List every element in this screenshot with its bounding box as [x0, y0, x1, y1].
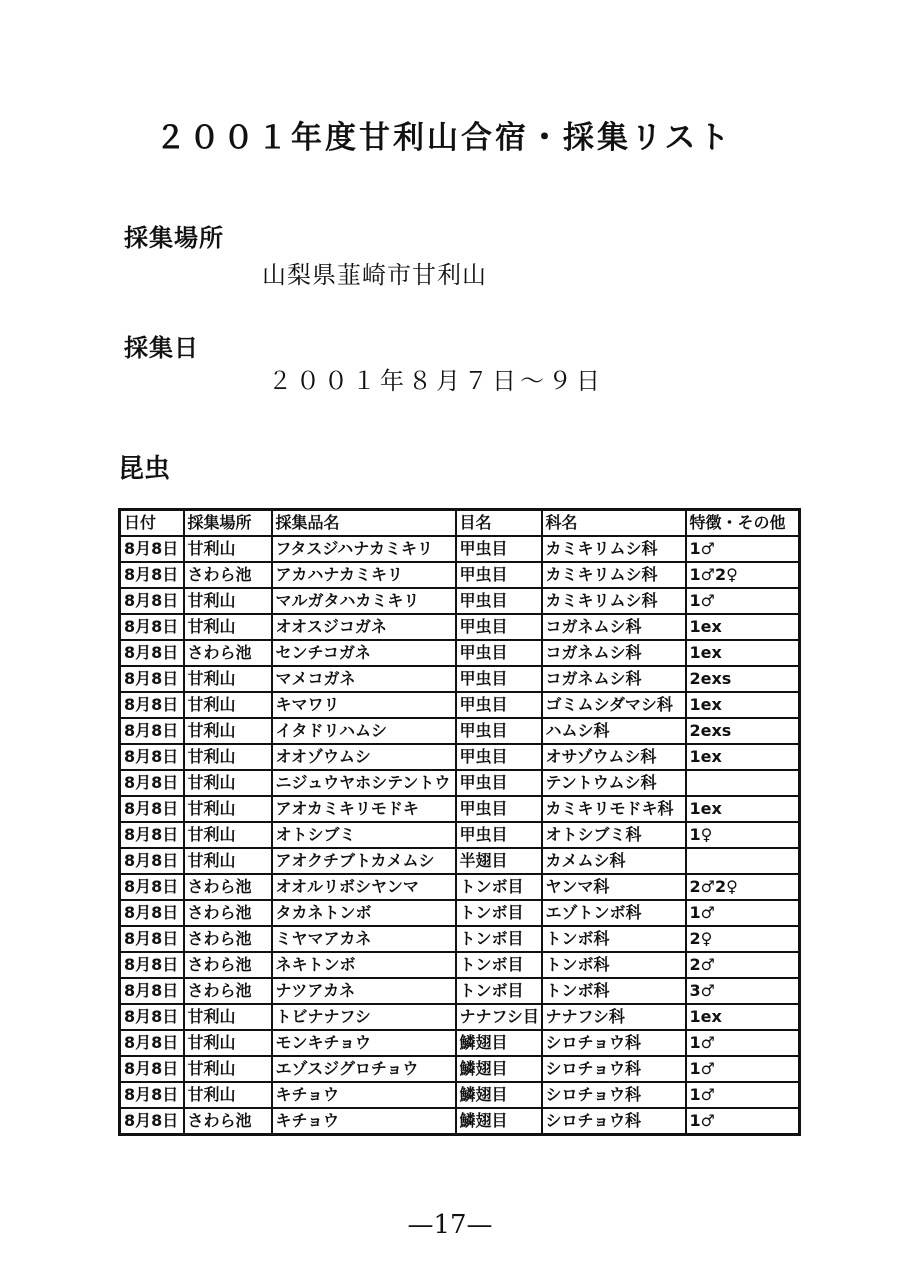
cell-order: 甲虫目 — [456, 822, 542, 848]
cell-place: さわら池 — [184, 1108, 272, 1135]
cell-notes: 1ex — [686, 796, 800, 822]
cell-family: カメムシ科 — [542, 848, 686, 874]
cell-place: 甘利山 — [184, 1004, 272, 1030]
cell-specimen: マメコガネ — [272, 666, 456, 692]
table-row — [120, 796, 800, 822]
cell-family: シロチョウ科 — [542, 1082, 686, 1108]
cell-notes: 1ex — [686, 744, 800, 770]
cell-date: 8月8日 — [120, 822, 184, 848]
cell-specimen: アオクチブトカメムシ — [272, 848, 456, 874]
table-row — [120, 848, 800, 874]
table-row — [120, 978, 800, 1004]
cell-place: 甘利山 — [184, 848, 272, 874]
cell-date: 8月8日 — [120, 1030, 184, 1056]
cell-date: 8月8日 — [120, 744, 184, 770]
cell-notes: 1♂ — [686, 1030, 800, 1056]
table-row — [120, 640, 800, 666]
cell-order: 鱗翅目 — [456, 1056, 542, 1082]
cell-family: トンボ科 — [542, 952, 686, 978]
cell-place: 甘利山 — [184, 666, 272, 692]
cell-family: シロチョウ科 — [542, 1056, 686, 1082]
cell-date: 8月8日 — [120, 1108, 184, 1135]
cell-order: 甲虫目 — [456, 770, 542, 796]
cell-notes: 2♂ — [686, 952, 800, 978]
cell-date: 8月8日 — [120, 796, 184, 822]
page-number: —17— — [407, 1210, 493, 1240]
cell-notes: 1ex — [686, 614, 800, 640]
table-row — [120, 1056, 800, 1082]
cell-place: 甘利山 — [184, 796, 272, 822]
cell-order: 鱗翅目 — [456, 1108, 542, 1135]
header-family: 科名 — [542, 510, 686, 537]
cell-place: 甘利山 — [184, 1030, 272, 1056]
cell-place: 甘利山 — [184, 692, 272, 718]
cell-family: カミキリムシ科 — [542, 562, 686, 588]
cell-place: さわら池 — [184, 900, 272, 926]
cell-specimen: オオルリボシヤンマ — [272, 874, 456, 900]
cell-family: カミキリムシ科 — [542, 588, 686, 614]
header-order: 目名 — [456, 510, 542, 537]
cell-date: 8月8日 — [120, 874, 184, 900]
cell-notes: 1ex — [686, 640, 800, 666]
cell-order: 甲虫目 — [456, 666, 542, 692]
cell-notes: 2exs — [686, 666, 800, 692]
cell-order: 鱗翅目 — [456, 1030, 542, 1056]
cell-family: エゾトンボ科 — [542, 900, 686, 926]
cell-specimen: トビナナフシ — [272, 1004, 456, 1030]
cell-family: ナナフシ科 — [542, 1004, 686, 1030]
table-row — [120, 588, 800, 614]
table-row — [120, 952, 800, 978]
cell-specimen: イタドリハムシ — [272, 718, 456, 744]
cell-specimen: センチコガネ — [272, 640, 456, 666]
cell-place: さわら池 — [184, 640, 272, 666]
header-specimen: 採集品名 — [272, 510, 456, 537]
table-row — [120, 1004, 800, 1030]
cell-specimen: ミヤマアカネ — [272, 926, 456, 952]
cell-order: 鱗翅目 — [456, 1082, 542, 1108]
cell-notes — [686, 848, 800, 874]
cell-family: トンボ科 — [542, 978, 686, 1004]
cell-notes: 1♂ — [686, 1082, 800, 1108]
cell-place: さわら池 — [184, 978, 272, 1004]
table-row — [120, 1030, 800, 1056]
cell-date: 8月8日 — [120, 926, 184, 952]
location-value: 山梨県韮崎市甘利山 — [262, 261, 487, 289]
cell-date: 8月8日 — [120, 614, 184, 640]
cell-order: トンボ目 — [456, 952, 542, 978]
cell-specimen: フタスジハナカミキリ — [272, 536, 456, 562]
cell-date: 8月8日 — [120, 666, 184, 692]
date-label: 採集日 — [124, 334, 199, 362]
table-row — [120, 1082, 800, 1108]
cell-notes: 1♂2♀ — [686, 562, 800, 588]
cell-notes: 1♂ — [686, 900, 800, 926]
cell-place: 甘利山 — [184, 770, 272, 796]
cell-specimen: ネキトンボ — [272, 952, 456, 978]
cell-date: 8月8日 — [120, 692, 184, 718]
cell-date: 8月8日 — [120, 978, 184, 1004]
cell-order: トンボ目 — [456, 900, 542, 926]
cell-order: 甲虫目 — [456, 796, 542, 822]
cell-notes: 1♀ — [686, 822, 800, 848]
cell-order: 半翅目 — [456, 848, 542, 874]
cell-place: 甘利山 — [184, 614, 272, 640]
cell-order: 甲虫目 — [456, 536, 542, 562]
cell-family: シロチョウ科 — [542, 1108, 686, 1135]
cell-family: シロチョウ科 — [542, 1030, 686, 1056]
cell-order: 甲虫目 — [456, 692, 542, 718]
cell-date: 8月8日 — [120, 588, 184, 614]
cell-family: オトシブミ科 — [542, 822, 686, 848]
cell-family: コガネムシ科 — [542, 614, 686, 640]
table-row — [120, 874, 800, 900]
cell-order: 甲虫目 — [456, 588, 542, 614]
page-title: ２００１年度甘利山合宿・採集リスト — [155, 120, 733, 156]
cell-place: 甘利山 — [184, 822, 272, 848]
table-row — [120, 770, 800, 796]
cell-date: 8月8日 — [120, 536, 184, 562]
cell-date: 8月8日 — [120, 562, 184, 588]
cell-specimen: タカネトンボ — [272, 900, 456, 926]
cell-specimen: モンキチョウ — [272, 1030, 456, 1056]
cell-specimen: オオスジコガネ — [272, 614, 456, 640]
cell-family: トンボ科 — [542, 926, 686, 952]
cell-order: ナナフシ目 — [456, 1004, 542, 1030]
cell-notes: 1ex — [686, 692, 800, 718]
cell-order: 甲虫目 — [456, 640, 542, 666]
cell-specimen: アカハナカミキリ — [272, 562, 456, 588]
cell-place: さわら池 — [184, 874, 272, 900]
section-heading-insects: 昆虫 — [118, 454, 171, 484]
cell-date: 8月8日 — [120, 1004, 184, 1030]
cell-family: ゴミムシダマシ科 — [542, 692, 686, 718]
cell-order: 甲虫目 — [456, 614, 542, 640]
cell-place: さわら池 — [184, 926, 272, 952]
cell-family: コガネムシ科 — [542, 640, 686, 666]
cell-date: 8月8日 — [120, 900, 184, 926]
cell-notes: 3♂ — [686, 978, 800, 1004]
table-body — [120, 536, 800, 1135]
cell-date: 8月8日 — [120, 640, 184, 666]
cell-family: オサゾウムシ科 — [542, 744, 686, 770]
table-row — [120, 536, 800, 562]
cell-family: コガネムシ科 — [542, 666, 686, 692]
cell-family: カミキリモドキ科 — [542, 796, 686, 822]
date-value: ２００１年８月７日～９日 — [268, 367, 604, 395]
cell-specimen: キチョウ — [272, 1108, 456, 1135]
cell-specimen: ニジュウヤホシテントウ — [272, 770, 456, 796]
location-label: 採集場所 — [124, 224, 224, 252]
cell-date: 8月8日 — [120, 770, 184, 796]
table-row — [120, 1108, 800, 1135]
table-row — [120, 718, 800, 744]
cell-order: トンボ目 — [456, 926, 542, 952]
cell-place: さわら池 — [184, 562, 272, 588]
cell-place: 甘利山 — [184, 536, 272, 562]
cell-notes: 1♂ — [686, 588, 800, 614]
table-row — [120, 666, 800, 692]
cell-family: ハムシ科 — [542, 718, 686, 744]
table-row — [120, 614, 800, 640]
cell-notes: 1♂ — [686, 1056, 800, 1082]
cell-order: トンボ目 — [456, 978, 542, 1004]
cell-family: ヤンマ科 — [542, 874, 686, 900]
header-date: 日付 — [120, 510, 184, 537]
cell-specimen: ナツアカネ — [272, 978, 456, 1004]
header-notes: 特徴・その他 — [686, 510, 800, 537]
cell-notes: 1ex — [686, 1004, 800, 1030]
cell-specimen: オトシブミ — [272, 822, 456, 848]
cell-place: 甘利山 — [184, 588, 272, 614]
cell-place: 甘利山 — [184, 1056, 272, 1082]
cell-place: 甘利山 — [184, 744, 272, 770]
cell-specimen: エゾスジグロチョウ — [272, 1056, 456, 1082]
cell-specimen: キチョウ — [272, 1082, 456, 1108]
cell-order: 甲虫目 — [456, 718, 542, 744]
header-place: 採集場所 — [184, 510, 272, 537]
cell-date: 8月8日 — [120, 848, 184, 874]
cell-notes: 2♂2♀ — [686, 874, 800, 900]
cell-notes: 2exs — [686, 718, 800, 744]
cell-family: テントウムシ科 — [542, 770, 686, 796]
cell-specimen: オオゾウムシ — [272, 744, 456, 770]
cell-date: 8月8日 — [120, 1056, 184, 1082]
cell-notes: 1♂ — [686, 536, 800, 562]
cell-place: 甘利山 — [184, 1082, 272, 1108]
cell-specimen: マルガタハカミキリ — [272, 588, 456, 614]
cell-notes: 2♀ — [686, 926, 800, 952]
cell-specimen: アオカミキリモドキ — [272, 796, 456, 822]
cell-notes — [686, 770, 800, 796]
table-header-row — [120, 510, 800, 537]
table-row — [120, 926, 800, 952]
cell-date: 8月8日 — [120, 1082, 184, 1108]
specimen-table — [118, 508, 801, 1136]
table-row — [120, 744, 800, 770]
table-row — [120, 822, 800, 848]
cell-order: 甲虫目 — [456, 744, 542, 770]
cell-place: 甘利山 — [184, 718, 272, 744]
cell-date: 8月8日 — [120, 718, 184, 744]
cell-notes: 1♂ — [686, 1108, 800, 1135]
cell-place: さわら池 — [184, 952, 272, 978]
cell-specimen: キマワリ — [272, 692, 456, 718]
cell-order: 甲虫目 — [456, 562, 542, 588]
cell-order: トンボ目 — [456, 874, 542, 900]
cell-family: カミキリムシ科 — [542, 536, 686, 562]
table-row — [120, 562, 800, 588]
cell-date: 8月8日 — [120, 952, 184, 978]
table-row — [120, 900, 800, 926]
table-row — [120, 692, 800, 718]
